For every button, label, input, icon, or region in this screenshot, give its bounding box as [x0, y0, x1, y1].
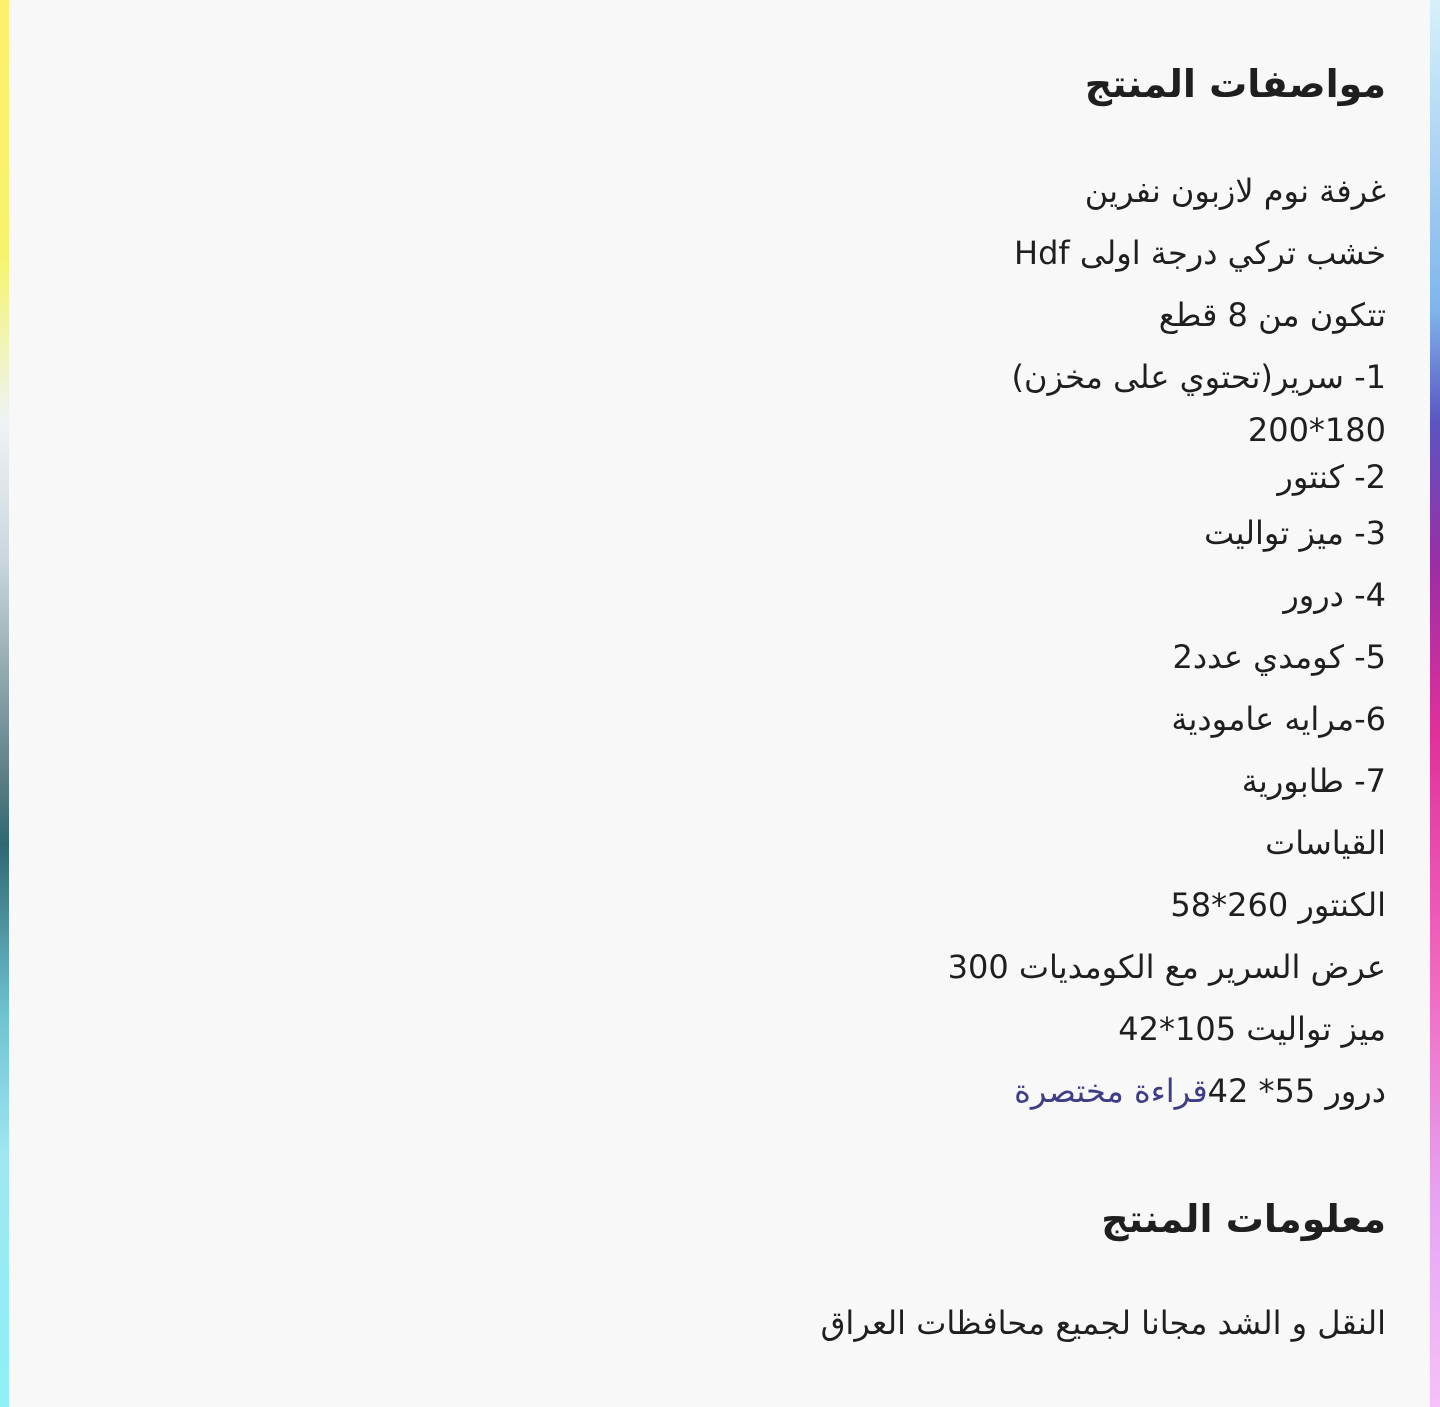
left-edge-gradient — [0, 0, 9, 1407]
spec-line: 7- طابورية — [1241, 761, 1386, 800]
spec-line: 3- ميز تواليت — [1204, 513, 1386, 552]
specs-title: مواصفات المنتج — [1084, 62, 1386, 106]
spec-line: الكنتور 260*58 — [1170, 885, 1386, 924]
spec-last-line — [326, 1060, 1386, 1122]
spec-line: ميز تواليت 105*42 — [1118, 1009, 1386, 1048]
info-text: النقل و الشد مجانا لجميع محافظات العراق — [820, 1304, 1386, 1343]
read-less-link[interactable]: قراءة مختصرة — [1014, 1071, 1208, 1110]
spec-line: 2- كنتور — [1277, 457, 1386, 496]
spec-line: خشب تركي درجة اولى Hdf — [1014, 233, 1386, 272]
spec-line: 1- سرير(تحتوي على مخزن) — [1011, 357, 1386, 396]
spec-line: 6-مرايه عامودية — [1171, 699, 1386, 738]
specs-list — [326, 160, 1386, 1122]
spec-line: 5- كومدي عدد2 — [1172, 637, 1386, 676]
spec-line: عرض السرير مع الكومديات 300 — [947, 947, 1386, 986]
spec-line: 4- درور — [1283, 575, 1386, 614]
spec-line: تتكون من 8 قطع — [1158, 295, 1386, 334]
right-edge-gradient — [1430, 0, 1440, 1407]
spec-last-line-text: درور 55* 42 — [1207, 1071, 1386, 1110]
spec-line: غرفة نوم لازبون نفرين — [1084, 171, 1386, 210]
info-title: معلومات المنتج — [1101, 1196, 1386, 1241]
product-details — [326, 62, 1386, 1354]
spec-line: 180*200 — [1247, 410, 1386, 449]
spec-line: القياسات — [1265, 823, 1386, 862]
